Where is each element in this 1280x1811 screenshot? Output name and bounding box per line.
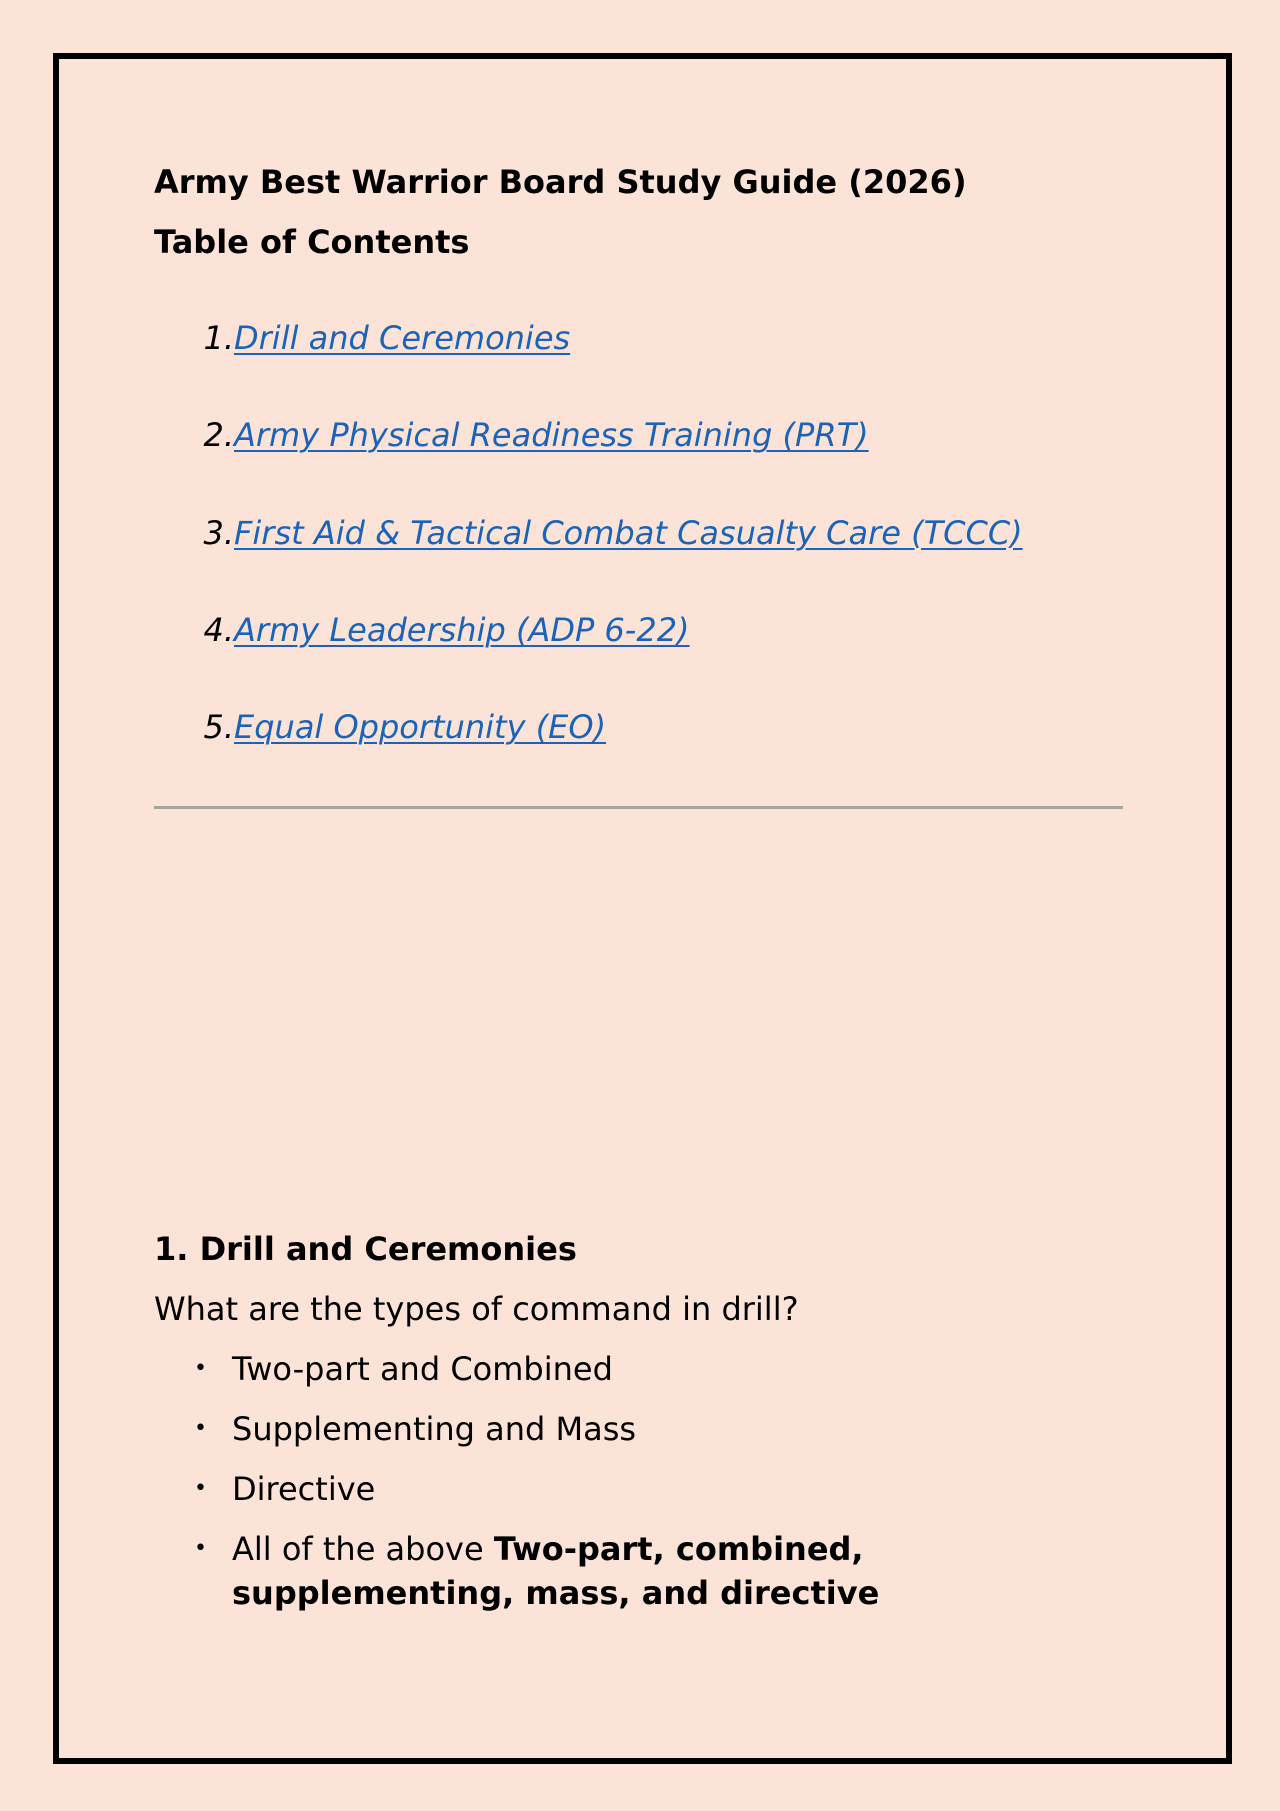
toc-link-physical-readiness-training[interactable]: Army Physical Readiness Training (PRT): [234, 416, 869, 455]
bullet-icon: •: [194, 1416, 207, 1441]
toc-item-number: 2.: [203, 416, 234, 455]
answer-option-text: All of the above: [232, 1530, 494, 1568]
bullet-icon: •: [194, 1536, 207, 1561]
correct-answer-text: Two-part, combined, supplementing, mass, and directive: [232, 1530, 880, 1612]
toc-item-number: 4.: [203, 610, 234, 649]
toc-item-number: 1.: [203, 319, 234, 357]
toc-item-tccc: [154, 511, 1023, 608]
toc-item-leadership: [154, 608, 1023, 705]
question-text: What are the types of command in drill?: [154, 1290, 799, 1328]
answer-option-text: Directive: [232, 1470, 376, 1508]
bullet-icon: •: [194, 1476, 207, 1501]
answer-option: [154, 1407, 1054, 1451]
toc-item-eo: [154, 705, 1023, 802]
answer-options-list: [154, 1347, 1054, 1631]
toc-item-prt: [154, 413, 1023, 510]
toc-link-drill-and-ceremonies[interactable]: Drill and Ceremonies: [234, 319, 571, 357]
bullet-icon: •: [194, 1356, 207, 1381]
section-heading-drill: 1. Drill and Ceremonies: [154, 1230, 577, 1268]
answer-option-text: Two-part and Combined: [232, 1350, 613, 1388]
section-divider: [154, 806, 1123, 809]
toc-link-army-leadership[interactable]: Army Leadership (ADP 6-22): [234, 610, 690, 649]
answer-option-text: Supplementing and Mass: [232, 1410, 637, 1448]
table-of-contents: [154, 316, 1023, 802]
toc-item-number: 3.: [203, 513, 234, 552]
answer-option: [154, 1467, 1054, 1511]
toc-heading: Table of Contents: [154, 223, 470, 261]
document-title: Army Best Warrior Board Study Guide (2026): [154, 163, 967, 201]
toc-link-first-aid-tccc[interactable]: First Aid & Tactical Combat Casualty Care (TCCC): [234, 513, 1023, 552]
answer-option: [154, 1527, 1054, 1615]
toc-item-number: 5.: [203, 708, 234, 747]
toc-item-drill: [154, 316, 1023, 413]
toc-link-equal-opportunity[interactable]: Equal Opportunity (EO): [234, 708, 607, 747]
answer-option: [154, 1347, 1054, 1391]
